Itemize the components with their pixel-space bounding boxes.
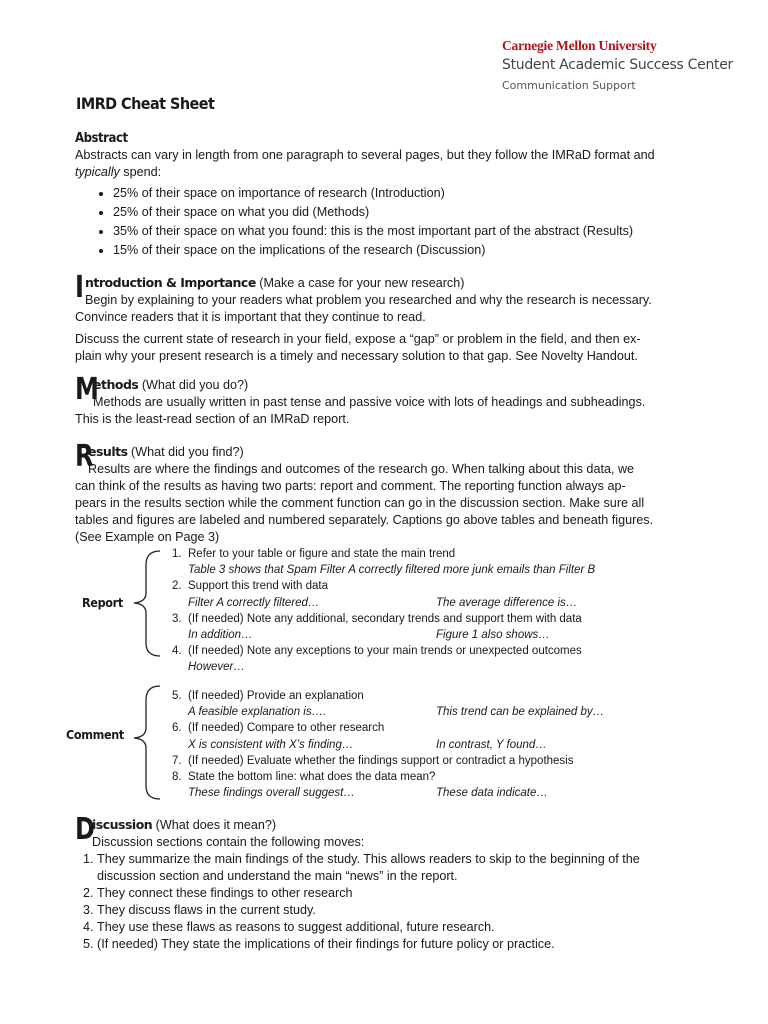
list-item: 4. They use these flaws as reasons to suggest additional, future research.: [97, 919, 695, 936]
center-name: Student Academic Success Center: [502, 57, 733, 73]
methods-subtitle: (What did you do?): [138, 378, 249, 392]
introduction-para2: Discuss the current state of research in your field, expose a “gap” or problem in the field, and then ex- plain why your present research is a timely and necessary solution to that gap. See Novelty Handout.: [75, 332, 641, 363]
introduction-dropcap: I: [75, 270, 84, 305]
unit-name: Communication Support: [502, 79, 636, 92]
methods-section: [75, 372, 695, 428]
list-item: 2. They connect these findings to other research: [97, 885, 695, 902]
discussion-subtitle: (What does it mean?): [152, 818, 277, 832]
results-line2: can think of the results as having two parts: report and comment. The reporting function always ap-: [75, 479, 626, 493]
discussion-list: [75, 851, 695, 953]
list-item: 1. Refer to your table or figure and state the main trend Table 3 shows that Spam Filter A correctly filtered more junk emails than Filter B: [172, 548, 596, 577]
header: [502, 38, 733, 92]
methods-line1: Methods are usually written in past tense and passive voice with lots of headings and subheadings.: [93, 395, 646, 409]
list-item: 8. State the bottom line: what does the data mean? These findings overall suggest… These data indicate…: [172, 771, 548, 800]
introduction-heading: [75, 270, 695, 309]
list-item: 5. (If needed) They state the implications of their findings for future policy or practice.: [97, 936, 695, 953]
methods-title: ethods: [93, 377, 139, 392]
list-item: 7. (If needed) Evaluate whether the findings support or contradict a hypothesis: [172, 754, 574, 767]
introduction-section: [75, 270, 695, 365]
abstract-section: [75, 130, 695, 260]
results-dropcap: R: [75, 439, 94, 474]
results-subtitle: (What did you find?): [127, 445, 244, 459]
introduction-subtitle: (Make a case for your new research): [255, 276, 465, 290]
list-item: 6. (If needed) Compare to other research X is consistent with X’s finding… In contrast, Y found…: [172, 722, 547, 751]
introduction-line1: Begin by explaining to your readers what problem you researched and why the research is necessary.: [85, 293, 652, 307]
report-brace: [128, 549, 164, 659]
list-item: 2. Support this trend with data Filter A correctly filtered… The average difference is…: [172, 580, 578, 609]
results-section: [75, 439, 695, 546]
introduction-title: ntroduction & Importance: [85, 275, 256, 290]
discussion-line1: Discussion sections contain the following moves:: [92, 835, 365, 849]
results-title: esults: [88, 444, 128, 459]
report-label: Report: [82, 595, 123, 610]
list-item: 3. (If needed) Note any additional, secondary trends and support them with data In addition… Figure 1 also shows…: [172, 612, 582, 642]
methods-line2: This is the least-read section of an IMRaD report.: [75, 412, 350, 426]
list-item: • 35% of their space on what you found: this is the most important part of the abstract (Results): [113, 222, 695, 241]
university-name: Carnegie Mellon University: [502, 38, 657, 53]
comment-label: Comment: [66, 727, 124, 742]
comment-brace: [128, 684, 164, 802]
results-line5: (See Example on Page 3): [75, 530, 220, 544]
abstract-intro: Abstracts can vary in length from one paragraph to several pages, but they follow the IMRaD format and typically spend:: [75, 148, 655, 179]
abstract-heading: Abstract: [75, 131, 128, 146]
list-item: • 15% of their space on the implications of the research (Discussion): [113, 241, 695, 260]
discussion-section: [75, 812, 695, 953]
list-item: 3. They discuss flaws in the current study.: [97, 902, 695, 919]
list-item: 5. (If needed) Provide an explanation A feasible explanation is…. This trend can be explained by…: [172, 690, 605, 719]
discussion-title: iscussion: [92, 817, 153, 832]
list-item: 1. They summarize the main findings of the study. This allows readers to skip to the beginning of the discussion section and understand the main “news” in the report.: [97, 851, 695, 885]
list-item: • 25% of their space on importance of research (Introduction): [113, 184, 695, 203]
discussion-dropcap: D: [75, 812, 95, 847]
list-item: 4. (If needed) Note any exceptions to your main trends or unexpected outcomes However…: [172, 645, 582, 674]
results-heading: [75, 439, 695, 478]
report-list: [172, 546, 642, 676]
discussion-heading: [75, 812, 695, 851]
results-line3: pears in the results section while the comment function can go in the discussion section. Make sure all: [75, 496, 645, 510]
methods-dropcap: M: [75, 372, 99, 407]
results-line4: tables and figures are labeled and numbered separately. Captions go above tables and beneath figures.: [75, 513, 654, 527]
abstract-bullet-list: [75, 184, 695, 260]
introduction-line2: Convince readers that it is important that they continue to read.: [75, 310, 426, 324]
results-line1: Results are where the findings and outcomes of the research go. When talking about this data, we: [88, 462, 635, 476]
comment-list: [172, 688, 642, 801]
list-item: • 25% of their space on what you did (Methods): [113, 203, 695, 222]
page-title: IMRD Cheat Sheet: [76, 94, 215, 113]
methods-heading: [75, 372, 695, 411]
